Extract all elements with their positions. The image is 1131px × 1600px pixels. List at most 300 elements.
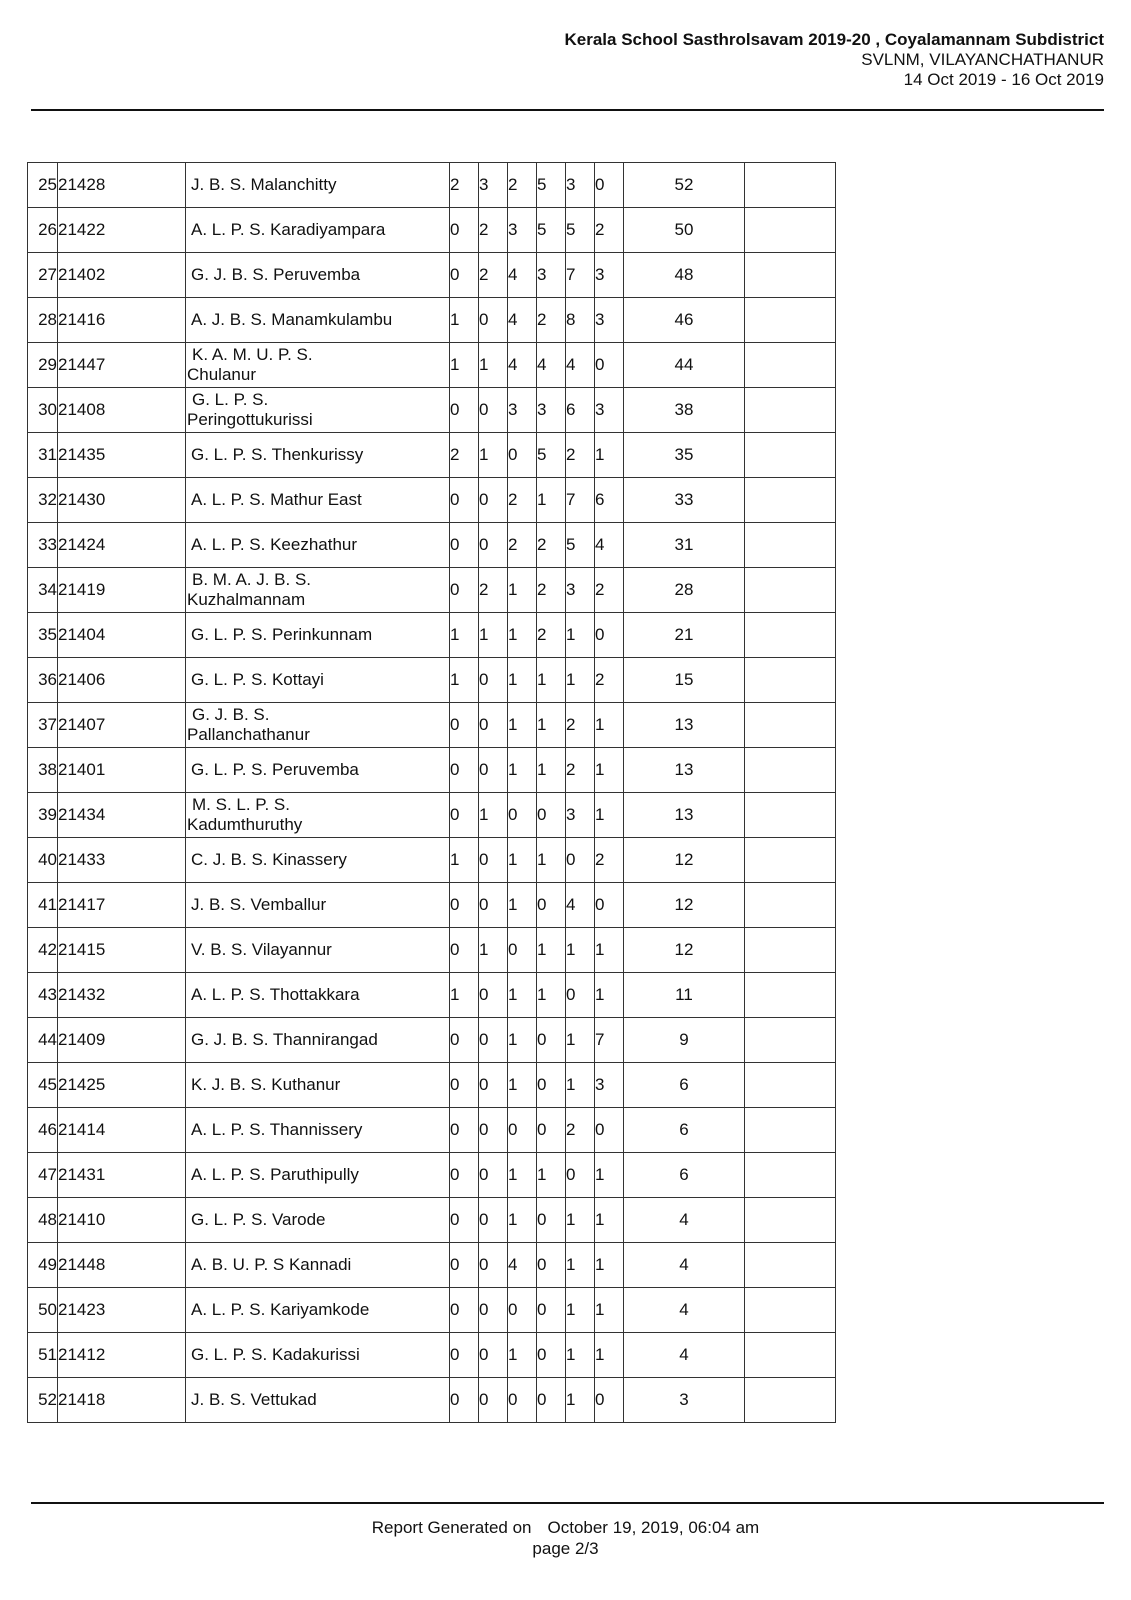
table-row <box>28 433 836 478</box>
table-row <box>28 793 836 838</box>
score-cell-2: 0 <box>479 298 508 343</box>
empty-cell <box>745 208 836 253</box>
score-cell-1: 0 <box>450 703 479 748</box>
score-cell-6: 6 <box>595 478 624 523</box>
table-row <box>28 748 836 793</box>
school-name: B. M. A. J. B. S. <box>192 570 312 589</box>
school-name-cell <box>186 1333 450 1378</box>
empty-cell <box>745 928 836 973</box>
score-cell-2: 0 <box>479 1063 508 1108</box>
table-row <box>28 1063 836 1108</box>
results-table <box>27 162 836 1423</box>
score-cell-1: 0 <box>450 523 479 568</box>
score-cell-3: 0 <box>508 928 537 973</box>
score-cell-5: 2 <box>566 433 595 478</box>
score-cell-4: 4 <box>537 343 566 388</box>
school-code-cell: 21414 <box>58 1108 186 1153</box>
table-row <box>28 838 836 883</box>
total-points-cell: 50 <box>624 208 745 253</box>
school-code-cell: 21447 <box>58 343 186 388</box>
score-cell-2: 0 <box>479 1108 508 1153</box>
school-name-cell <box>186 1243 450 1288</box>
score-cell-3: 0 <box>508 1378 537 1423</box>
total-points-cell: 31 <box>624 523 745 568</box>
score-cell-4: 2 <box>537 523 566 568</box>
score-cell-3: 1 <box>508 658 537 703</box>
generated-value: October 19, 2019, 06:04 am <box>547 1518 760 1537</box>
score-cell-6: 2 <box>595 658 624 703</box>
table-row <box>28 1108 836 1153</box>
total-points-cell: 9 <box>624 1018 745 1063</box>
school-name-cell <box>186 793 450 838</box>
score-cell-6: 0 <box>595 163 624 208</box>
rank-cell: 52 <box>28 1378 58 1423</box>
school-name-cell <box>186 253 450 298</box>
rank-cell: 38 <box>28 748 58 793</box>
empty-cell <box>745 703 836 748</box>
score-cell-4: 2 <box>537 568 566 613</box>
rank-cell: 36 <box>28 658 58 703</box>
score-cell-3: 2 <box>508 478 537 523</box>
empty-cell <box>745 298 836 343</box>
score-cell-3: 1 <box>508 1063 537 1108</box>
score-cell-3: 4 <box>508 298 537 343</box>
empty-cell <box>745 748 836 793</box>
table-row <box>28 613 836 658</box>
score-cell-4: 0 <box>537 883 566 928</box>
school-name: A. J. B. S. Manamkulambu <box>191 310 393 329</box>
total-points-cell: 12 <box>624 883 745 928</box>
rank-cell: 34 <box>28 568 58 613</box>
score-cell-1: 0 <box>450 208 479 253</box>
score-cell-5: 7 <box>566 253 595 298</box>
score-cell-4: 1 <box>537 478 566 523</box>
score-cell-1: 0 <box>450 928 479 973</box>
school-code-cell: 21419 <box>58 568 186 613</box>
school-name: K. J. B. S. Kuthanur <box>191 1075 341 1094</box>
score-cell-5: 0 <box>566 1153 595 1198</box>
score-cell-2: 0 <box>479 838 508 883</box>
school-code-cell: 21407 <box>58 703 186 748</box>
school-name-cell <box>186 838 450 883</box>
score-cell-5: 1 <box>566 1288 595 1333</box>
score-cell-3: 4 <box>508 343 537 388</box>
score-cell-6: 1 <box>595 1198 624 1243</box>
school-code-cell: 21425 <box>58 1063 186 1108</box>
total-points-cell: 4 <box>624 1333 745 1378</box>
score-cell-2: 0 <box>479 478 508 523</box>
total-points-cell: 15 <box>624 658 745 703</box>
total-points-cell: 13 <box>624 703 745 748</box>
empty-cell <box>745 1198 836 1243</box>
school-code-cell: 21409 <box>58 1018 186 1063</box>
rank-cell: 26 <box>28 208 58 253</box>
total-points-cell: 4 <box>624 1243 745 1288</box>
score-cell-1: 0 <box>450 1378 479 1423</box>
score-cell-4: 1 <box>537 838 566 883</box>
score-cell-2: 0 <box>479 883 508 928</box>
rank-cell: 27 <box>28 253 58 298</box>
school-name: K. A. M. U. P. S. <box>192 345 313 364</box>
score-cell-6: 7 <box>595 1018 624 1063</box>
school-name: A. B. U. P. S Kannadi <box>191 1255 352 1274</box>
table-row <box>28 253 836 298</box>
table-row <box>28 478 836 523</box>
score-cell-5: 1 <box>566 1063 595 1108</box>
rank-cell: 45 <box>28 1063 58 1108</box>
total-points-cell: 44 <box>624 343 745 388</box>
total-points-cell: 21 <box>624 613 745 658</box>
score-cell-4: 1 <box>537 1153 566 1198</box>
empty-cell <box>745 1378 836 1423</box>
empty-cell <box>745 1108 836 1153</box>
school-name: A. L. P. S. Karadiyampara <box>191 220 386 239</box>
score-cell-6: 1 <box>595 928 624 973</box>
score-cell-1: 0 <box>450 793 479 838</box>
score-cell-5: 5 <box>566 523 595 568</box>
total-points-cell: 52 <box>624 163 745 208</box>
score-cell-6: 0 <box>595 343 624 388</box>
score-cell-1: 0 <box>450 1153 479 1198</box>
score-cell-3: 0 <box>508 1108 537 1153</box>
table-row <box>28 298 836 343</box>
score-cell-2: 0 <box>479 1243 508 1288</box>
score-cell-1: 2 <box>450 433 479 478</box>
school-name-cell <box>186 703 450 748</box>
empty-cell <box>745 163 836 208</box>
rank-cell: 37 <box>28 703 58 748</box>
school-code-cell: 21433 <box>58 838 186 883</box>
school-name-cell <box>186 928 450 973</box>
rank-cell: 28 <box>28 298 58 343</box>
table-row <box>28 1243 836 1288</box>
score-cell-2: 1 <box>479 343 508 388</box>
score-cell-3: 3 <box>508 388 537 433</box>
school-name-cell <box>186 523 450 568</box>
school-name-cell <box>186 388 450 433</box>
school-code-cell: 21422 <box>58 208 186 253</box>
score-cell-3: 1 <box>508 1018 537 1063</box>
score-cell-6: 1 <box>595 973 624 1018</box>
score-cell-1: 0 <box>450 1108 479 1153</box>
school-code-cell: 21418 <box>58 1378 186 1423</box>
rank-cell: 30 <box>28 388 58 433</box>
score-cell-4: 1 <box>537 748 566 793</box>
rank-cell: 32 <box>28 478 58 523</box>
event-dates: 14 Oct 2019 - 16 Oct 2019 <box>903 70 1104 89</box>
score-cell-4: 0 <box>537 1378 566 1423</box>
score-cell-4: 0 <box>537 1333 566 1378</box>
rank-cell: 33 <box>28 523 58 568</box>
school-name-continued: Kadumthuruthy <box>187 815 303 834</box>
score-cell-1: 1 <box>450 343 479 388</box>
school-name: M. S. L. P. S. <box>192 795 290 814</box>
total-points-cell: 12 <box>624 838 745 883</box>
score-cell-6: 0 <box>595 1108 624 1153</box>
rank-cell: 40 <box>28 838 58 883</box>
score-cell-3: 0 <box>508 1288 537 1333</box>
score-cell-4: 0 <box>537 1243 566 1288</box>
score-cell-5: 1 <box>566 613 595 658</box>
score-cell-6: 0 <box>595 1378 624 1423</box>
school-name: A. L. P. S. Paruthipully <box>191 1165 359 1184</box>
score-cell-5: 0 <box>566 838 595 883</box>
score-cell-1: 1 <box>450 613 479 658</box>
score-cell-2: 0 <box>479 703 508 748</box>
score-cell-5: 3 <box>566 568 595 613</box>
score-cell-6: 1 <box>595 748 624 793</box>
school-code-cell: 21416 <box>58 298 186 343</box>
school-name: G. L. P. S. Peruvemba <box>191 760 359 779</box>
score-cell-5: 0 <box>566 973 595 1018</box>
score-cell-2: 0 <box>479 1288 508 1333</box>
score-cell-5: 2 <box>566 748 595 793</box>
school-name-cell <box>186 478 450 523</box>
score-cell-6: 3 <box>595 1063 624 1108</box>
results-table-body <box>28 163 836 1423</box>
score-cell-4: 5 <box>537 208 566 253</box>
rank-cell: 31 <box>28 433 58 478</box>
school-name: A. L. P. S. Keezhathur <box>191 535 358 554</box>
empty-cell <box>745 253 836 298</box>
school-name: G. L. P. S. <box>192 390 269 409</box>
score-cell-4: 3 <box>537 253 566 298</box>
score-cell-2: 3 <box>479 163 508 208</box>
score-cell-2: 0 <box>479 388 508 433</box>
school-name-cell <box>186 1153 450 1198</box>
score-cell-4: 2 <box>537 298 566 343</box>
score-cell-4: 2 <box>537 613 566 658</box>
table-row <box>28 163 836 208</box>
total-points-cell: 46 <box>624 298 745 343</box>
score-cell-3: 1 <box>508 1153 537 1198</box>
score-cell-5: 1 <box>566 1198 595 1243</box>
empty-cell <box>745 613 836 658</box>
school-code-cell: 21430 <box>58 478 186 523</box>
score-cell-2: 1 <box>479 613 508 658</box>
empty-cell <box>745 1018 836 1063</box>
school-name: J. B. S. Vemballur <box>191 895 327 914</box>
school-name: G. L. P. S. Perinkunnam <box>191 625 373 644</box>
school-code-cell: 21404 <box>58 613 186 658</box>
school-name: A. L. P. S. Thannissery <box>191 1120 363 1139</box>
score-cell-5: 6 <box>566 388 595 433</box>
score-cell-2: 0 <box>479 748 508 793</box>
empty-cell <box>745 523 836 568</box>
score-cell-6: 0 <box>595 613 624 658</box>
rank-cell: 39 <box>28 793 58 838</box>
score-cell-5: 1 <box>566 1333 595 1378</box>
report-title: Kerala School Sasthrolsavam 2019-20 , Coyalamannam Subdistrict <box>564 30 1104 49</box>
page-number: page 2/3 <box>532 1539 599 1558</box>
table-row <box>28 883 836 928</box>
empty-cell <box>745 883 836 928</box>
school-name-cell <box>186 613 450 658</box>
score-cell-4: 0 <box>537 1018 566 1063</box>
school-name: J. B. S. Malanchitty <box>191 175 337 194</box>
score-cell-6: 1 <box>595 1153 624 1198</box>
school-name-cell <box>186 163 450 208</box>
school-name-cell <box>186 973 450 1018</box>
rank-cell: 29 <box>28 343 58 388</box>
score-cell-3: 1 <box>508 973 537 1018</box>
school-code-cell: 21428 <box>58 163 186 208</box>
score-cell-1: 0 <box>450 1243 479 1288</box>
score-cell-2: 2 <box>479 568 508 613</box>
score-cell-5: 1 <box>566 658 595 703</box>
score-cell-5: 3 <box>566 793 595 838</box>
score-cell-1: 0 <box>450 253 479 298</box>
header-divider <box>31 109 1104 111</box>
score-cell-3: 1 <box>508 568 537 613</box>
table-row <box>28 1198 836 1243</box>
table-row <box>28 343 836 388</box>
school-code-cell: 21406 <box>58 658 186 703</box>
score-cell-4: 0 <box>537 1063 566 1108</box>
school-name: G. J. B. S. Peruvemba <box>191 265 361 284</box>
score-cell-6: 0 <box>595 883 624 928</box>
score-cell-4: 0 <box>537 1288 566 1333</box>
school-name: J. B. S. Vettukad <box>191 1390 317 1409</box>
table-row <box>28 1018 836 1063</box>
score-cell-2: 0 <box>479 1333 508 1378</box>
empty-cell <box>745 1153 836 1198</box>
score-cell-4: 1 <box>537 928 566 973</box>
score-cell-6: 1 <box>595 703 624 748</box>
score-cell-4: 0 <box>537 793 566 838</box>
score-cell-1: 0 <box>450 883 479 928</box>
total-points-cell: 12 <box>624 928 745 973</box>
score-cell-5: 2 <box>566 1108 595 1153</box>
school-name-cell <box>186 1063 450 1108</box>
school-name: A. L. P. S. Thottakkara <box>191 985 360 1004</box>
rank-cell: 49 <box>28 1243 58 1288</box>
school-name: C. J. B. S. Kinassery <box>191 850 347 869</box>
score-cell-3: 4 <box>508 253 537 298</box>
empty-cell <box>745 478 836 523</box>
score-cell-4: 1 <box>537 658 566 703</box>
generated-line <box>0 1517 1131 1538</box>
score-cell-3: 1 <box>508 883 537 928</box>
total-points-cell: 11 <box>624 973 745 1018</box>
school-name-cell <box>186 1108 450 1153</box>
school-name: A. L. P. S. Kariyamkode <box>191 1300 370 1319</box>
score-cell-2: 0 <box>479 1153 508 1198</box>
score-cell-2: 0 <box>479 1378 508 1423</box>
school-code-cell: 21448 <box>58 1243 186 1288</box>
total-points-cell: 38 <box>624 388 745 433</box>
table-row <box>28 1288 836 1333</box>
empty-cell <box>745 343 836 388</box>
school-code-cell: 21424 <box>58 523 186 568</box>
school-name: G. L. P. S. Thenkurissy <box>191 445 364 464</box>
school-code-cell: 21412 <box>58 1333 186 1378</box>
rank-cell: 48 <box>28 1198 58 1243</box>
school-code-cell: 21434 <box>58 793 186 838</box>
score-cell-6: 1 <box>595 1288 624 1333</box>
school-name-cell <box>186 1198 450 1243</box>
empty-cell <box>745 433 836 478</box>
school-name-cell <box>186 208 450 253</box>
school-name: G. L. P. S. Kottayi <box>191 670 324 689</box>
score-cell-6: 1 <box>595 793 624 838</box>
score-cell-2: 1 <box>479 433 508 478</box>
score-cell-2: 1 <box>479 793 508 838</box>
total-points-cell: 13 <box>624 793 745 838</box>
table-row <box>28 523 836 568</box>
empty-cell <box>745 973 836 1018</box>
school-name-cell <box>186 1378 450 1423</box>
score-cell-1: 1 <box>450 838 479 883</box>
empty-cell <box>745 388 836 433</box>
empty-cell <box>745 793 836 838</box>
score-cell-2: 0 <box>479 523 508 568</box>
score-cell-5: 1 <box>566 1243 595 1288</box>
score-cell-2: 1 <box>479 928 508 973</box>
table-row <box>28 1378 836 1423</box>
school-name-cell <box>186 1018 450 1063</box>
score-cell-5: 8 <box>566 298 595 343</box>
score-cell-2: 2 <box>479 208 508 253</box>
generated-label: Report Generated on <box>371 1518 532 1537</box>
score-cell-6: 4 <box>595 523 624 568</box>
school-name-cell <box>186 298 450 343</box>
school-code-cell: 21415 <box>58 928 186 973</box>
score-cell-6: 2 <box>595 838 624 883</box>
total-points-cell: 3 <box>624 1378 745 1423</box>
total-points-cell: 13 <box>624 748 745 793</box>
empty-cell <box>745 658 836 703</box>
score-cell-3: 4 <box>508 1243 537 1288</box>
school-code-cell: 21410 <box>58 1198 186 1243</box>
score-cell-1: 0 <box>450 1288 479 1333</box>
report-footer <box>0 1517 1131 1559</box>
empty-cell <box>745 1333 836 1378</box>
table-row <box>28 973 836 1018</box>
table-row <box>28 208 836 253</box>
score-cell-1: 0 <box>450 388 479 433</box>
school-name: G. L. P. S. Varode <box>191 1210 326 1229</box>
rank-cell: 46 <box>28 1108 58 1153</box>
school-code-cell: 21431 <box>58 1153 186 1198</box>
score-cell-3: 0 <box>508 433 537 478</box>
score-cell-3: 1 <box>508 748 537 793</box>
school-name-cell <box>186 343 450 388</box>
score-cell-1: 0 <box>450 478 479 523</box>
score-cell-5: 5 <box>566 208 595 253</box>
school-name: G. J. B. S. <box>192 705 270 724</box>
score-cell-4: 5 <box>537 433 566 478</box>
rank-cell: 42 <box>28 928 58 973</box>
school-name-cell <box>186 1288 450 1333</box>
school-name: A. L. P. S. Mathur East <box>191 490 362 509</box>
total-points-cell: 6 <box>624 1063 745 1108</box>
school-name-cell <box>186 748 450 793</box>
score-cell-6: 1 <box>595 1333 624 1378</box>
rank-cell: 35 <box>28 613 58 658</box>
school-name-continued: Peringottukurissi <box>187 410 313 429</box>
rank-cell: 44 <box>28 1018 58 1063</box>
score-cell-3: 2 <box>508 163 537 208</box>
score-cell-4: 3 <box>537 388 566 433</box>
score-cell-3: 1 <box>508 1198 537 1243</box>
school-code-cell: 21417 <box>58 883 186 928</box>
score-cell-3: 1 <box>508 838 537 883</box>
total-points-cell: 28 <box>624 568 745 613</box>
score-cell-3: 1 <box>508 613 537 658</box>
score-cell-5: 1 <box>566 1018 595 1063</box>
score-cell-6: 1 <box>595 1243 624 1288</box>
